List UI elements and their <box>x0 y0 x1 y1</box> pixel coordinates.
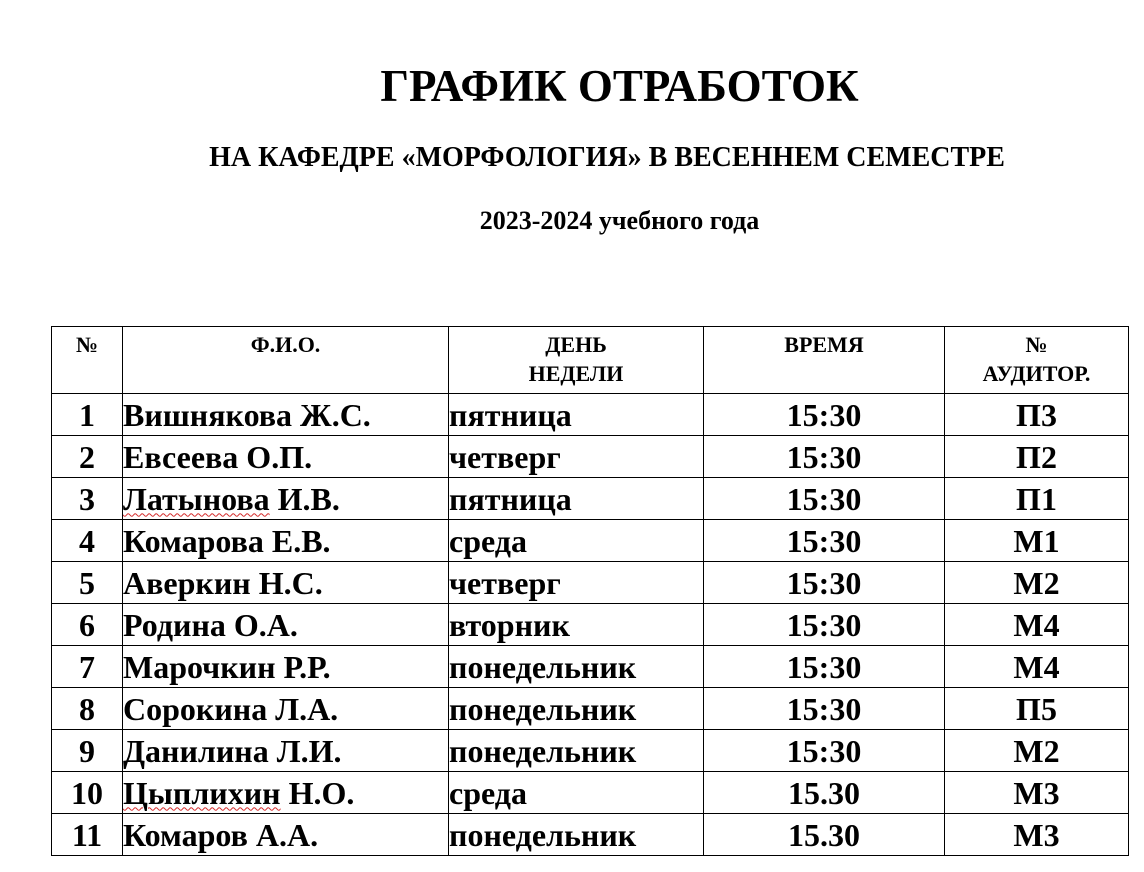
row-time: 15.30 <box>704 814 945 856</box>
row-time: 15:30 <box>704 520 945 562</box>
row-initials: Р.Р. <box>283 648 331 685</box>
row-day: четверг <box>449 562 704 604</box>
table-row <box>52 394 1129 436</box>
row-initials: И.В. <box>277 480 340 517</box>
table-row <box>52 688 1129 730</box>
row-day: пятница <box>449 394 704 436</box>
table-row <box>52 730 1129 772</box>
column-header-room-line2: АУДИТОР. <box>982 361 1091 386</box>
table-row <box>52 772 1129 814</box>
row-name <box>123 604 449 646</box>
column-header-day <box>449 327 704 394</box>
row-room: П2 <box>945 436 1129 478</box>
row-surname: Аверкин <box>123 564 251 601</box>
row-number: 6 <box>52 604 123 646</box>
row-surname: Сорокина <box>123 690 268 727</box>
row-name <box>123 730 449 772</box>
row-time: 15:30 <box>704 478 945 520</box>
row-room: М4 <box>945 646 1129 688</box>
row-initials: Ж.С. <box>300 396 371 433</box>
row-name <box>123 646 449 688</box>
row-number: 2 <box>52 436 123 478</box>
row-name <box>123 394 449 436</box>
table-row <box>52 646 1129 688</box>
row-time: 15:30 <box>704 730 945 772</box>
row-surname: Вишнякова <box>123 396 293 433</box>
document-subtitle: НА КАФЕДРЕ «МОРФОЛОГИЯ» В ВЕСЕННЕМ СЕМЕСТРЕ <box>209 142 1005 173</box>
column-header-time: ВРЕМЯ <box>704 327 945 394</box>
row-name <box>123 520 449 562</box>
table-row <box>52 478 1129 520</box>
column-header-number: № <box>52 327 123 394</box>
row-number: 5 <box>52 562 123 604</box>
row-initials: О.П. <box>246 438 313 475</box>
row-surname: Данилина <box>123 732 269 769</box>
row-time: 15:30 <box>704 646 945 688</box>
row-number: 4 <box>52 520 123 562</box>
table-row <box>52 562 1129 604</box>
row-time: 15:30 <box>704 394 945 436</box>
row-time: 15:30 <box>704 562 945 604</box>
row-time: 15:30 <box>704 604 945 646</box>
row-day: понедельник <box>449 814 704 856</box>
academic-year: 2023-2024 учебного года <box>479 206 760 235</box>
table-row <box>52 814 1129 856</box>
row-initials: Л.А. <box>275 690 339 727</box>
table-row <box>52 520 1129 562</box>
row-room: М3 <box>945 814 1129 856</box>
row-initials: А.А. <box>255 816 319 853</box>
row-room: П5 <box>945 688 1129 730</box>
row-surname: Евсеева <box>123 438 239 475</box>
row-room: П3 <box>945 394 1129 436</box>
column-header-room <box>945 327 1129 394</box>
table-row <box>52 604 1129 646</box>
row-number: 10 <box>52 772 123 814</box>
row-surname: Комарова <box>123 522 264 559</box>
row-name <box>123 772 449 814</box>
table-header-row <box>52 327 1129 394</box>
row-number: 11 <box>52 814 123 856</box>
row-day: понедельник <box>449 688 704 730</box>
row-surname: Латынова <box>123 480 270 517</box>
row-room: М2 <box>945 730 1129 772</box>
row-name <box>123 814 449 856</box>
table-row <box>52 436 1129 478</box>
row-room: М2 <box>945 562 1129 604</box>
row-room: М3 <box>945 772 1129 814</box>
row-name <box>123 688 449 730</box>
row-time: 15:30 <box>704 688 945 730</box>
row-surname: Родина <box>123 606 226 643</box>
row-number: 7 <box>52 646 123 688</box>
row-day: среда <box>449 772 704 814</box>
row-number: 9 <box>52 730 123 772</box>
row-day: пятница <box>449 478 704 520</box>
row-time: 15:30 <box>704 436 945 478</box>
row-initials: О.А. <box>233 606 298 643</box>
column-header-day-line2: НЕДЕЛИ <box>528 361 624 386</box>
row-day: понедельник <box>449 646 704 688</box>
column-header-day-line1: ДЕНЬ <box>545 332 607 357</box>
row-room: П1 <box>945 478 1129 520</box>
row-time: 15.30 <box>704 772 945 814</box>
row-day: вторник <box>449 604 704 646</box>
row-day: четверг <box>449 436 704 478</box>
row-number: 1 <box>52 394 123 436</box>
row-room: М4 <box>945 604 1129 646</box>
document-title: ГРАФИК ОТРАБОТОК <box>380 61 859 111</box>
row-surname: Марочкин <box>123 648 276 685</box>
row-name <box>123 436 449 478</box>
row-initials: Л.И. <box>276 732 342 769</box>
row-surname: Комаров <box>123 816 248 853</box>
row-initials: Н.О. <box>288 774 355 811</box>
row-initials: Н.С. <box>258 564 323 601</box>
row-initials: Е.В. <box>271 522 331 559</box>
row-number: 3 <box>52 478 123 520</box>
column-header-name: Ф.И.О. <box>123 327 449 394</box>
row-day: среда <box>449 520 704 562</box>
row-room: М1 <box>945 520 1129 562</box>
row-surname: Цыплихин <box>123 774 281 811</box>
column-header-room-line1: № <box>1025 332 1048 357</box>
row-day: понедельник <box>449 730 704 772</box>
row-name <box>123 562 449 604</box>
row-name <box>123 478 449 520</box>
schedule-table <box>51 326 1129 856</box>
row-number: 8 <box>52 688 123 730</box>
